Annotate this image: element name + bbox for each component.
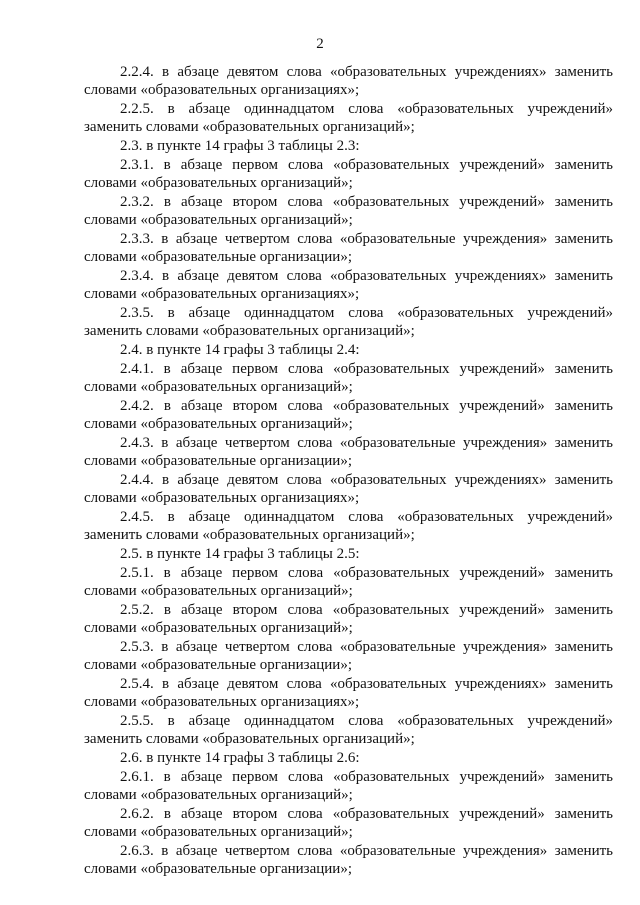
paragraph-line: заменить словами «образовательных организаций»; [84, 527, 415, 543]
paragraph-line: 2.5.3. в абзаце четвертом слова «образовательные учреждения» заменить [120, 639, 613, 655]
paragraph-line: 2.3.4. в абзаце девятом слова «образовательных учреждениях» заменить [120, 268, 613, 284]
paragraph-line: 2.3.3. в абзаце четвертом слова «образовательные учреждения» заменить [120, 231, 613, 247]
section-heading: 2.3. в пункте 14 графы 3 таблицы 2.3: [120, 138, 360, 154]
paragraph-line: 2.4.5. в абзаце одиннадцатом слова «образовательных учреждений» [120, 509, 613, 525]
paragraph-line: словами «образовательных организаций»; [84, 583, 353, 599]
amendment-paragraph [84, 63, 613, 99]
paragraph-line: 2.6.3. в абзаце четвертом слова «образовательные учреждения» заменить [120, 843, 613, 859]
amendment-paragraph [84, 675, 613, 711]
document-body [84, 63, 613, 879]
page-number: 2 [316, 36, 324, 52]
section-heading: 2.4. в пункте 14 графы 3 таблицы 2.4: [120, 342, 360, 358]
paragraph-line: словами «образовательных организаций»; [84, 620, 353, 636]
paragraph-line: заменить словами «образовательных организаций»; [84, 731, 415, 747]
paragraph-line: 2.2.5. в абзаце одиннадцатом слова «образовательных учреждений» [120, 101, 613, 117]
paragraph-line: 2.3.2. в абзаце втором слова «образовательных учреждений» заменить [120, 194, 613, 210]
paragraph-line: словами «образовательных организаций»; [84, 824, 353, 840]
paragraph-line: 2.4.4. в абзаце девятом слова «образовательных учреждениях» заменить [120, 472, 613, 488]
paragraph-line: словами «образовательных организаций»; [84, 416, 353, 432]
paragraph-line: словами «образовательных организаций»; [84, 175, 353, 191]
paragraph-line: 2.2.4. в абзаце девятом слова «образовательных учреждениях» заменить [120, 64, 613, 80]
amendment-paragraph [84, 230, 613, 266]
paragraph-line: 2.6.1. в абзаце первом слова «образовательных учреждений» заменить [120, 769, 613, 785]
amendment-paragraph [84, 156, 613, 192]
paragraph-line: 2.5.2. в абзаце втором слова «образовательных учреждений» заменить [120, 602, 613, 618]
paragraph-line: словами «образовательных организаций»; [84, 787, 353, 803]
paragraph-line: 2.4.1. в абзаце первом слова «образовательных учреждений» заменить [120, 361, 613, 377]
amendment-paragraph [84, 434, 613, 470]
paragraph-line: 2.4.3. в абзаце четвертом слова «образовательные учреждения» заменить [120, 435, 613, 451]
paragraph-line: 2.5.5. в абзаце одиннадцатом слова «образовательных учреждений» [120, 713, 613, 729]
paragraph-line: словами «образовательные организации»; [84, 657, 352, 673]
paragraph-line: словами «образовательные организации»; [84, 249, 352, 265]
amendment-paragraph [84, 601, 613, 637]
amendment-paragraph [84, 304, 613, 340]
paragraph-line: заменить словами «образовательных организаций»; [84, 119, 415, 135]
paragraph-line: словами «образовательных организациях»; [84, 694, 360, 710]
paragraph-line: 2.3.5. в абзаце одиннадцатом слова «образовательных учреждений» [120, 305, 613, 321]
amendment-paragraph [84, 564, 613, 600]
paragraph-line: словами «образовательных организаций»; [84, 379, 353, 395]
paragraph-line: словами «образовательные организации»; [84, 453, 352, 469]
amendment-paragraph [84, 193, 613, 229]
section-heading: 2.5. в пункте 14 графы 3 таблицы 2.5: [120, 546, 360, 562]
amendment-paragraph [84, 360, 613, 396]
paragraph-line: 2.4.2. в абзаце втором слова «образовательных учреждений» заменить [120, 398, 613, 414]
paragraph-line: 2.3.1. в абзаце первом слова «образовательных учреждений» заменить [120, 157, 613, 173]
amendment-paragraph [84, 100, 613, 136]
amendment-paragraph [84, 267, 613, 303]
amendment-paragraph [84, 471, 613, 507]
amendment-paragraph [84, 768, 613, 804]
paragraph-line: 2.6.2. в абзаце втором слова «образовательных учреждений» заменить [120, 806, 613, 822]
amendment-paragraph [84, 397, 613, 433]
section-heading: 2.6. в пункте 14 графы 3 таблицы 2.6: [120, 750, 360, 766]
paragraph-line: словами «образовательных организациях»; [84, 286, 360, 302]
paragraph-line: словами «образовательные организации»; [84, 861, 352, 877]
amendment-paragraph [84, 805, 613, 841]
paragraph-line: словами «образовательных организациях»; [84, 82, 360, 98]
paragraph-line: 2.5.4. в абзаце девятом слова «образовательных учреждениях» заменить [120, 676, 613, 692]
amendment-paragraph [84, 508, 613, 544]
paragraph-line: 2.5.1. в абзаце первом слова «образовательных учреждений» заменить [120, 565, 613, 581]
paragraph-line: заменить словами «образовательных организаций»; [84, 323, 415, 339]
paragraph-line: словами «образовательных организаций»; [84, 212, 353, 228]
amendment-paragraph [84, 638, 613, 674]
amendment-paragraph [84, 842, 613, 878]
amendment-paragraph [84, 712, 613, 748]
paragraph-line: словами «образовательных организациях»; [84, 490, 360, 506]
